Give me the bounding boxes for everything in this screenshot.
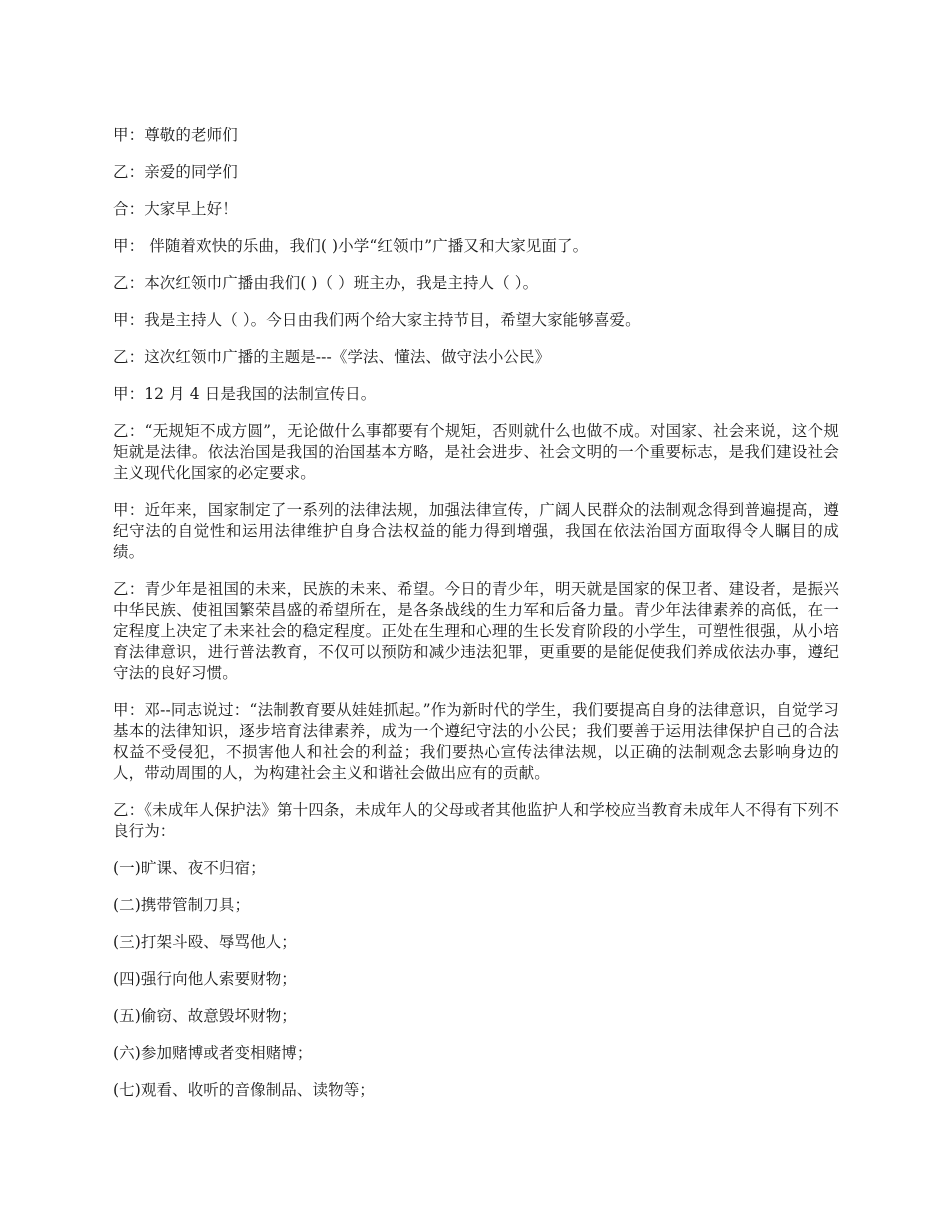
list-item: (五)偷窃、故意毁坏财物； bbox=[113, 1007, 297, 1025]
paragraph-greeting-students: 乙：亲爱的同学们 bbox=[113, 163, 238, 181]
paragraph-recent-years: 甲：近年来，国家制定了一系列的法律法规，加强法律宣传，广阔人民群众的法制观念得到普遍提高，遵纪守法的自觉性和运用法律维护自身合法权益的能力得到增强，我国在依法治国方面取得令人瞩目的成绩。 bbox=[113, 501, 839, 561]
list-item: (七)观看、收听的音像制品、读物等； bbox=[113, 1081, 375, 1099]
paragraph-legal-education: 甲：邓--同志说过：“法制教育要从娃娃抓起。”作为新时代的学生，我们要提高自身的法律意识，自觉学习基本的法律知识，逐步培育法律素养，成为一个遵纪守法的小公民；我们要善于运用法律保护自己的合法权益不受侵犯，不损害他人和社会的利益；我们要热心宣传法律法规，以正确的法制观念去影响身边的人，带动周围的人，为构建社会主义和谐社会做出应有的贡献。 bbox=[113, 701, 839, 782]
paragraph-greeting-teachers: 甲：尊敬的老师们 bbox=[113, 126, 238, 144]
paragraph-youth: 乙：青少年是祖国的未来，民族的未来、希望。今日的青少年，明天就是国家的保卫者、建设者，是振兴中华民族、使祖国繁荣昌盛的希望所在，是各条战线的生力军和后备力量。青少年法律素养的高低，在一定程度上决定了未来社会的稳定程度。正处在生理和心理的生长发育阶段的小学生，可塑性很强，从小培育法律意识，进行普法教育，不仅可以预防和减少违法犯罪，更重要的是能促使我们养成依法办事，遵纪守法的良好习惯。 bbox=[113, 580, 839, 682]
list-item: (四)强行向他人索要财物； bbox=[113, 970, 297, 988]
paragraph-protection-law: 乙：《未成年人保护法》第十四条，未成年人的父母或者其他监护人和学校应当教育未成年人不得有下列不良行为： bbox=[113, 801, 839, 840]
list-item: (二)携带管制刀具； bbox=[113, 896, 251, 914]
paragraph-greeting-all: 合：大家早上好！ bbox=[113, 200, 238, 218]
paragraph-theme: 乙：这次红领巾广播的主题是---《学法、懂法、做守法小公民》 bbox=[113, 348, 551, 366]
paragraph-host-two: 甲：我是主持人（ ）。今日由我们两个给大家主持节目，希望大家能够喜爱。 bbox=[113, 311, 641, 329]
list-item: (一)旷课、夜不归宿； bbox=[113, 859, 266, 877]
paragraph-intro: 甲： 伴随着欢快的乐曲，我们( )小学“红领巾”广播又和大家见面了。 bbox=[113, 237, 589, 255]
document-body bbox=[113, 125, 839, 1117]
paragraph-host-one: 乙：本次红领巾广播由我们( )（ ）班主办，我是主持人（ ）。 bbox=[113, 274, 539, 292]
list-item: (六)参加赌博或者变相赌博； bbox=[113, 1044, 313, 1062]
list-item: (三)打架斗殴、辱骂他人； bbox=[113, 933, 297, 951]
paragraph-legal-day: 甲：12 月 4 日是我国的法制宣传日。 bbox=[113, 385, 377, 403]
paragraph-rules: 乙：“无规矩不成方圆”，无论做什么事都要有个规矩，否则就什么也做不成。对国家、社会来说，这个规矩就是法律。依法治国是我国的治国基本方略，是社会进步、社会文明的一个重要标志，是我们建设社会主义现代化国家的必定要求。 bbox=[113, 422, 839, 482]
